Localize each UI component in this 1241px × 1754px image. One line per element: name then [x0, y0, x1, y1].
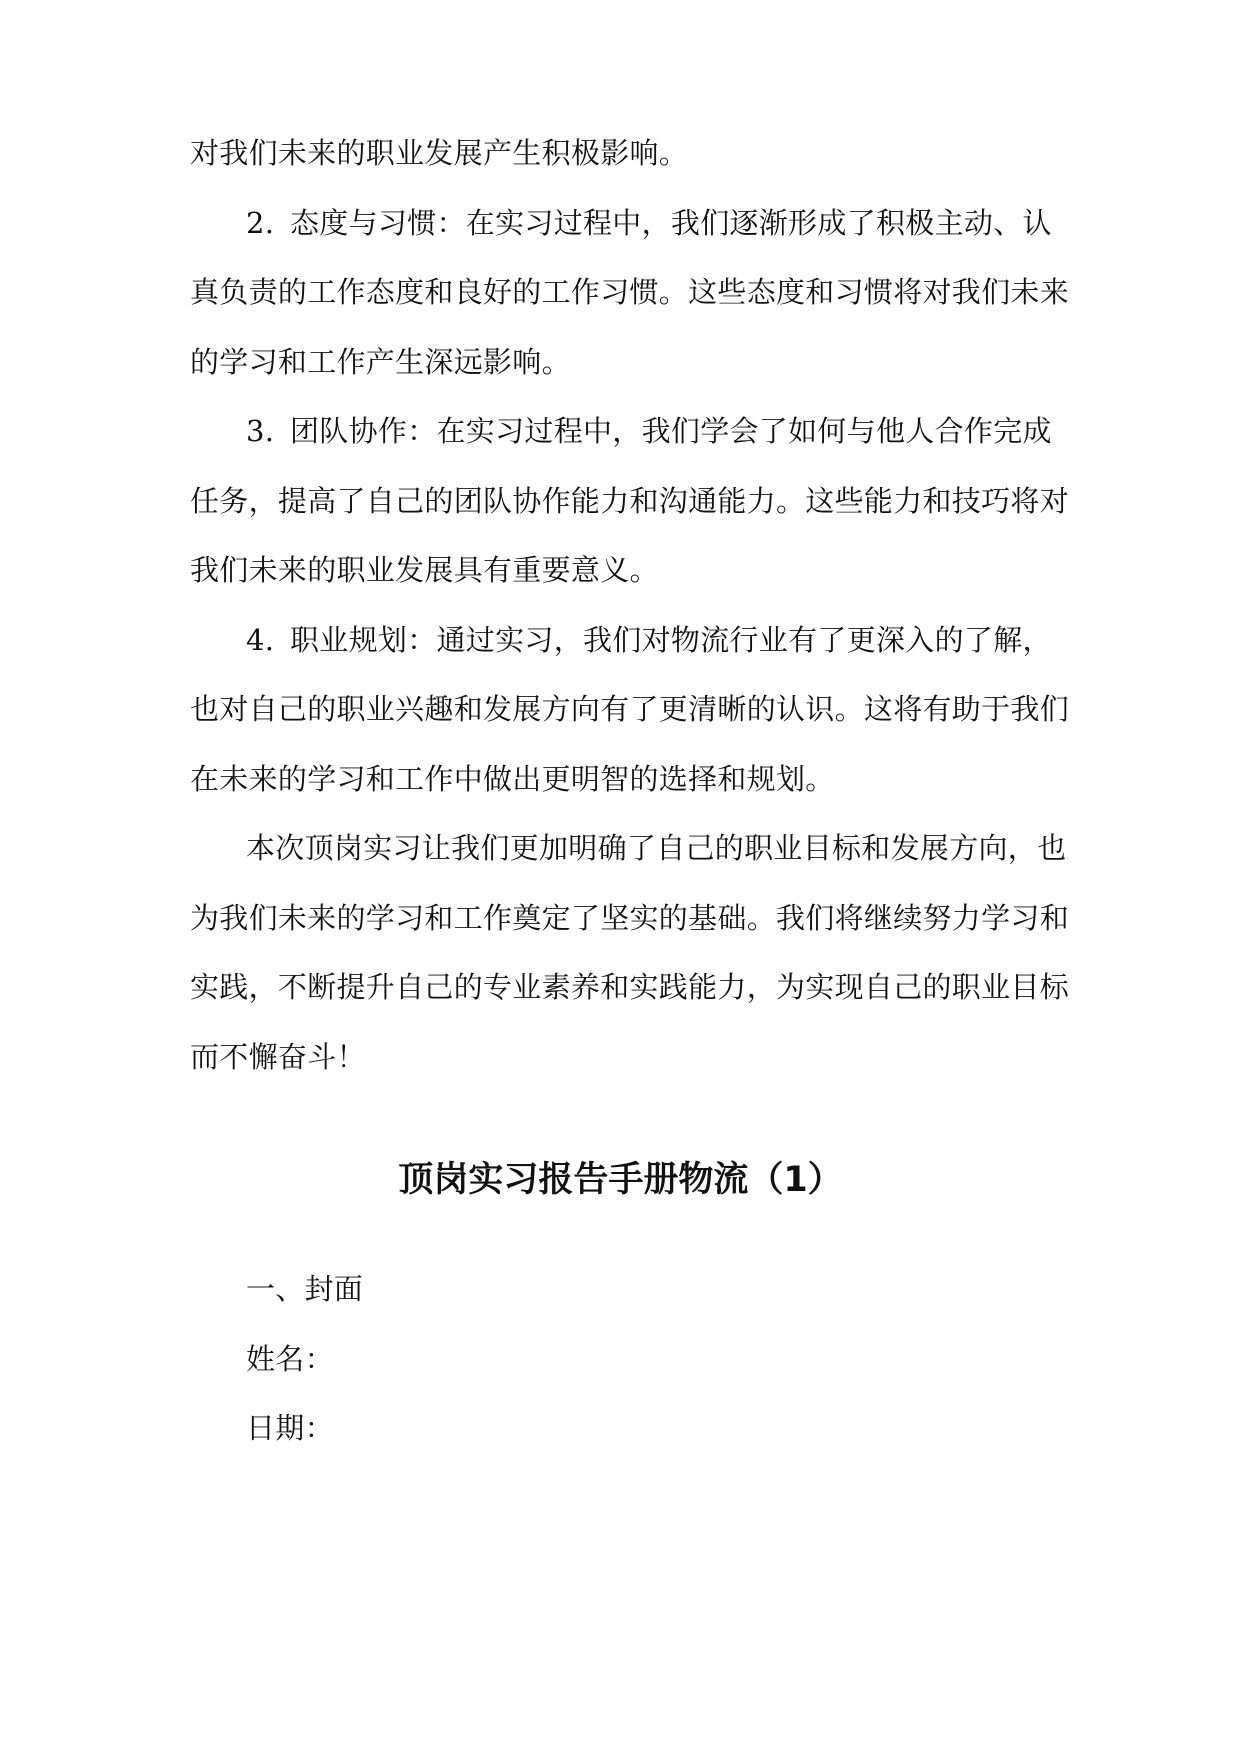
- list-number: 2.: [246, 206, 275, 240]
- cover-heading: 一、封面: [246, 1272, 364, 1306]
- list-number: 4.: [246, 623, 275, 657]
- list-item-text: 团队协作：在实习过程中，我们学会了如何与他人合作完成: [290, 414, 1052, 448]
- list-item-2-line-1: [246, 203, 1052, 243]
- list-item-text: 职业规划：通过实习，我们对物流行业有了更深入的了解，: [290, 623, 1052, 657]
- list-item-3-line-1: [246, 411, 1052, 451]
- list-item-3-line-2: 任务，提高了自己的团队协作能力和沟通能力。这些能力和技巧将对: [190, 484, 1070, 518]
- conclusion-line-1: 本次顶岗实习让我们更加明确了自己的职业目标和发展方向，也: [246, 831, 1067, 865]
- name-label: 姓名：: [246, 1342, 334, 1376]
- list-item-3-line-3: 我们未来的职业发展具有重要意义。: [190, 553, 659, 587]
- list-item-2-line-3: 的学习和工作产生深远影响。: [190, 345, 571, 379]
- conclusion-line-3: 实践，不断提升自己的专业素养和实践能力，为实现自己的职业目标: [190, 970, 1070, 1004]
- list-item-4-line-3: 在未来的学习和工作中做出更明智的选择和规划。: [190, 762, 835, 796]
- date-label: 日期：: [246, 1411, 334, 1445]
- paragraph-line: 对我们未来的职业发展产生积极影响。: [190, 136, 689, 170]
- list-item-text: 态度与习惯：在实习过程中，我们逐渐形成了积极主动、认: [290, 206, 1052, 240]
- list-item-2-line-2: 真负责的工作态度和良好的工作习惯。这些态度和习惯将对我们未来: [190, 275, 1070, 309]
- conclusion-line-2: 为我们未来的学习和工作奠定了坚实的基础。我们将继续努力学习和: [190, 901, 1070, 935]
- list-item-4-line-1: [246, 620, 1052, 660]
- section-title: 顶岗实习报告手册物流（1）: [398, 1160, 843, 1200]
- list-number: 3.: [246, 414, 275, 448]
- conclusion-line-4: 而不懈奋斗！: [190, 1040, 366, 1074]
- list-item-4-line-2: 也对自己的职业兴趣和发展方向有了更清晰的认识。这将有助于我们: [190, 692, 1070, 726]
